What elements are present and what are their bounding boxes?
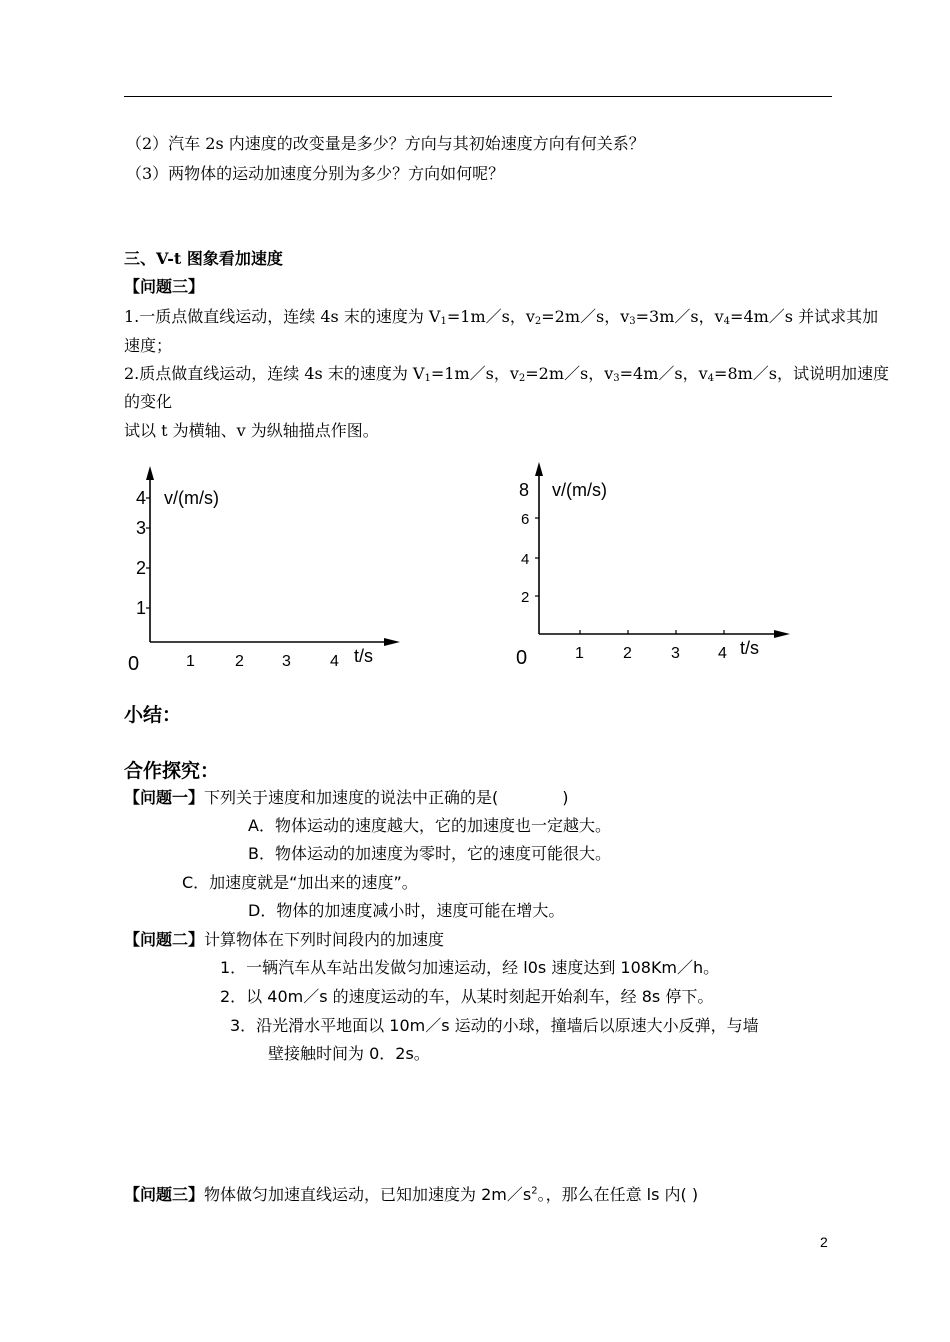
summary-label: 小结： [124,704,182,726]
y-tick-label: 2 [521,589,530,606]
x-tick-label: 1 [575,645,584,662]
problem-1-text: 下列关于速度和加速度的说法中正确的是( ) [204,788,569,807]
item-2-cont: 的变化 [124,392,173,411]
problem-2-item-3: 3．沿光滑水平地面以 10m／s 运动的小球，撞墙后以原速大小反弹，与墙 [230,1016,759,1035]
x-axis-label: t/s [354,646,374,666]
problem-2 [124,929,444,951]
x-tick-label: 4 [330,653,339,670]
problem-1 [124,787,569,809]
y-axis-arrow [535,462,543,476]
option-a: A．物体运动的速度越大，它的加速度也一定越大。 [248,816,611,835]
problem-3-label: 【问题三】 [124,1185,205,1204]
problem-2-text: 计算物体在下列时间段内的加速度 [204,930,445,949]
y-tick-label: 8 [519,480,530,500]
y-axis-label: v/(m/s) [164,488,219,508]
header-rule [124,96,832,97]
y-axis-arrow [146,466,154,480]
problem-2-item-2: 2．以 40m／s 的速度运动的车，从某时刻起开始刹车，经 8s 停下。 [220,987,714,1006]
origin-label: 0 [516,647,528,669]
y-tick-label: 4 [136,488,147,508]
y-tick-label: 4 [521,551,530,568]
question-2: （2）汽车 2s 内速度的改变量是多少？方向与其初始速度方向有何关系？ [126,134,645,153]
x-tick-label: 4 [718,645,727,662]
y-tick-label: 6 [521,511,530,528]
item-2: 2.质点做直线运动，连续 4s 末的速度为 $V_1=1m/s$，$v_2=2m/s$，$v_3=4m/s$，$v_4=8m/s$，试说明加速度 [124,364,890,384]
option-d: D．物体的加速度减小时，速度可能在增大。 [248,901,565,920]
x-tick-label: 2 [235,653,244,670]
x-tick-label: 2 [623,645,632,662]
problem-label: 【问题三】 [124,277,205,296]
option-c: C．加速度就是“加出来的速度”。 [182,873,418,892]
option-b: B．物体运动的加速度为零时，它的速度可能很大。 [248,844,611,863]
y-tick-label: 2 [136,558,147,578]
x-tick-label: 1 [186,653,195,670]
problem-2-item-3-cont: 壁接触时间为 0．2s。 [268,1044,430,1063]
y-tick-label: 1 [136,598,147,618]
cooperation-heading: 合作探究： [124,760,220,782]
graph-2 [512,456,802,680]
instruction: 试以 t 为横轴、v 为纵轴描点作图。 [124,421,379,440]
section-heading: 三、V-t 图象看加速度 [124,249,283,268]
problem-2-label: 【问题二】 [124,930,205,949]
x-axis-label: t/s [740,638,760,658]
item-1-cont: 速度； [124,336,173,355]
graph-1 [124,456,414,680]
x-tick-label: 3 [282,653,291,670]
origin-label: 0 [128,653,140,675]
item-1: 1.一质点做直线运动，连续 4s 末的速度为 $V_1=1m/s$，$v_2=2m/s$，$v_3=3m/s$，$v_4=4m/s$ 并试求其加 [124,307,879,327]
x-axis-arrow [384,638,400,646]
problem-3: 【问题三】物体做匀加速直线运动，已知加速度为 $2m/s^2$。，那么在任意 ls 内( ) [124,1185,699,1204]
x-tick-label: 3 [671,645,680,662]
y-tick-label: 3 [136,518,147,538]
problem-1-label: 【问题一】 [124,788,205,807]
page-number: 2 [820,1234,828,1250]
x-axis-arrow [774,630,790,638]
y-axis-label: v/(m/s) [552,480,607,500]
question-3: （3）两物体的运动加速度分别为多少？方向如何呢？ [126,164,505,183]
problem-2-item-1: 1．一辆汽车从车站出发做匀加速运动，经 l0s 速度达到 108Km／h。 [220,958,720,977]
